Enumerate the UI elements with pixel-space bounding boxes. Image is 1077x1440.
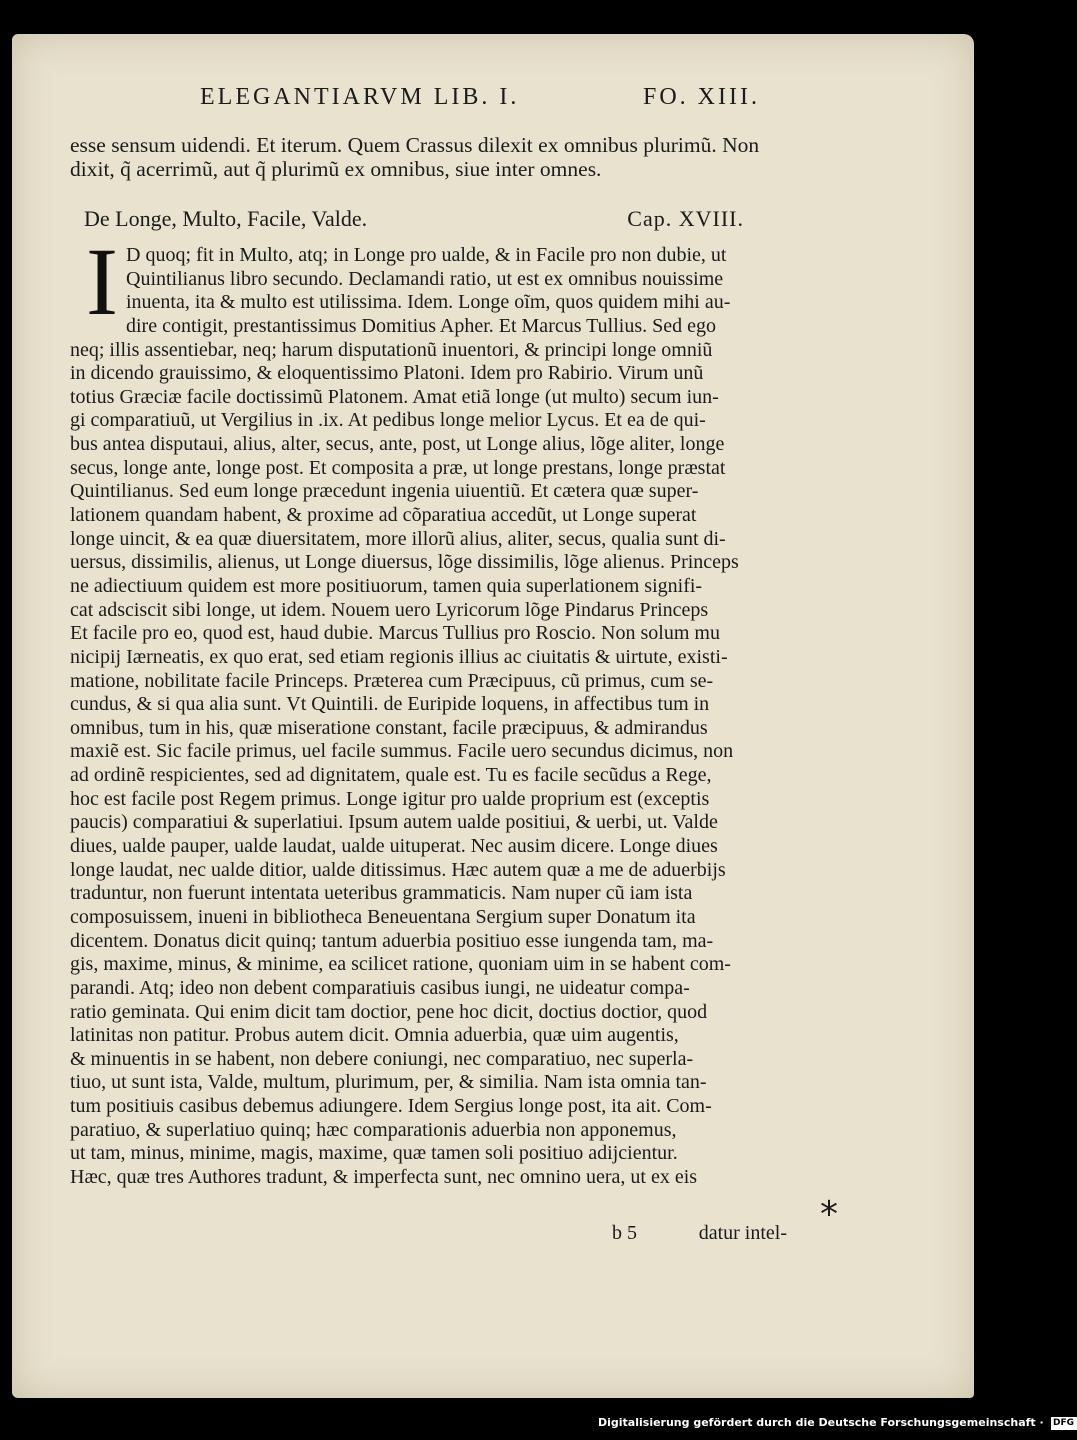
text-line: secus, longe ante, longe post. Et composita a præ, ut longe prestans, longe præstat bbox=[70, 456, 726, 479]
text-line: omnibus, tum in his, quæ miseratione constant, facile præcipuus, & admirandus bbox=[70, 716, 708, 739]
margin-asterisk: * bbox=[820, 1194, 838, 1235]
text-line: Hæc, quæ tres Authores tradunt, & imperfecta sunt, nec omnino uera, ut ex eis bbox=[70, 1165, 698, 1188]
text-line: Quintilianus libro secundo. Declamandi ratio, ut est ex omnibus nouissime bbox=[126, 267, 724, 290]
text-line: parandi. Atq; ideo non debent comparatiuis casibus iungi, ne uideatur compa- bbox=[70, 976, 690, 999]
text-line: longe uincit, & ea quæ diuersitatem, more illorũ alius, aliter, secus, qualia sunt di- bbox=[70, 527, 726, 550]
text-line: totius Græciæ facile doctissimũ Platonem. Amat etiã longe (ut multo) secum iun- bbox=[70, 385, 719, 408]
folio-number: FO. XIII. bbox=[643, 84, 760, 110]
chapter-title: De Longe, Multo, Facile, Valde. bbox=[84, 206, 368, 231]
text-line: D quoq; fit in Multo, atq; in Longe pro ualde, & in Facile pro non dubie, ut bbox=[126, 244, 727, 266]
text-line: latinitas non patitur. Probus autem dicit. Omnia aduerbia, quæ uim augentis, bbox=[70, 1024, 679, 1047]
text-line: & minuentis in se habent, non debere coniungi, nec comparatiuo, nec superla- bbox=[70, 1047, 694, 1070]
credit-text: Digitalisierung gefördert durch die Deutsche Forschungsgemeinschaft · bbox=[598, 1416, 1044, 1429]
text-line: dixit, q̃ acerrimũ, aut q̃ plurimũ ex omnibus, siue inter omnes. bbox=[70, 156, 602, 181]
digitization-credit bbox=[598, 1416, 1075, 1434]
text-line: dicentem. Donatus dicit quinq; tantum aduerbia positiuo esse iungenda tam, ma- bbox=[70, 929, 714, 952]
dfg-logo-icon: DFG bbox=[1051, 1417, 1077, 1430]
text-line: bus antea disputaui, alius, alter, secus, ante, post, ut Longe alius, lõge aliter, longe bbox=[70, 433, 725, 456]
intro-text bbox=[70, 134, 795, 181]
text-line: ratio geminata. Qui enim dicit tam doctior, pene hoc dicit, doctius doctior, quod bbox=[70, 1000, 708, 1023]
text-line: Quintilianus. Sed eum longe præcedunt ingenia uiuentiũ. Et cætera quæ super- bbox=[70, 480, 699, 503]
text-line: lationem quandam habent, & proxime ad cõparatiua accedũt, ut Longe superat bbox=[70, 504, 697, 527]
text-line: cat adsciscit sibi longe, ut idem. Nouem uero Lyricorum lõge Pindarus Princeps bbox=[70, 598, 709, 621]
text-line: paratiuo, & superlatiuo quinq; hæc comparationis aduerbia non apponemus, bbox=[70, 1118, 677, 1141]
text-line: hoc est facile post Regem primus. Longe igitur pro ualde proprium est (exceptis bbox=[70, 787, 710, 810]
page-footer bbox=[612, 1222, 787, 1250]
text-line: dire contigit, prestantissimus Domitius Apher. Et Marcus Tullius. Sed ego bbox=[126, 314, 716, 337]
text-line: diues, ualde pauper, ualde laudat, ualde uituperat. Nec ausim dicere. Longe diues bbox=[70, 835, 718, 858]
text-line: cundus, & si qua alia sunt. Vt Quintili. de Euripide loquens, in affectibus tum in bbox=[70, 693, 710, 716]
catchword: datur intel- bbox=[698, 1222, 787, 1244]
text-line: longe laudat, nec ualde ditior, ualde ditissimus. Hæc autem quæ a me de aduerbijs bbox=[70, 858, 726, 881]
chapter-heading bbox=[84, 198, 744, 234]
text-line: ut tam, minus, minime, magis, maxime, quæ tamen soli positiuo adijcientur. bbox=[70, 1142, 678, 1165]
text-line: nicipij Iærneatis, ex quo erat, sed etiam regionis illius ac ciuitatis & uirtute, existi- bbox=[70, 645, 728, 668]
text-line: maxiẽ est. Sic facile primus, uel facile summus. Facile uero secundus dicimus, non bbox=[70, 740, 734, 763]
running-header bbox=[200, 78, 760, 118]
text-line: composuissem, inueni in bibliotheca Beneuentana Sergium super Donatum ita bbox=[70, 905, 696, 928]
text-line: traduntur, non fuerunt intentata ueteribus grammaticis. Nam nuper cũ iam ista bbox=[70, 882, 693, 905]
text-line: esse sensum uidendi. Et iterum. Quem Crassus dilexit ex omnibus plurimũ. Non bbox=[70, 133, 760, 157]
text-line: ad ordinẽ respicientes, sed ad dignitatem, quale est. Tu es facile secũdus a Rege, bbox=[70, 764, 712, 787]
running-title: ELEGANTIARVM LIB. I. bbox=[200, 84, 520, 110]
text-line: ne adiectiuum quidem est more positiuorum, tamen quia superlationem signifi- bbox=[70, 574, 703, 597]
text-line: in dicendo grauissimo, & eloquentissimo Platoni. Idem pro Rabirio. Virum unũ bbox=[70, 362, 704, 385]
drop-capital: I bbox=[86, 228, 118, 335]
text-line: gi comparatiuũ, ut Vergilius in .ix. At pedibus longe melior Lycus. Et ea de qui- bbox=[70, 409, 706, 432]
text-line: matione, nobilitate facile Princeps. Præterea cum Præcipuus, cũ primus, cum se- bbox=[70, 669, 714, 692]
text-line: gis, maxime, minus, & minime, ea scilicet ratione, quoniam uim in se habent com- bbox=[70, 953, 731, 976]
text-line: neq; illis assentiebar, neq; harum disputationũ inuentori, & principi longe omniũ bbox=[70, 338, 713, 361]
chapter-body bbox=[70, 244, 790, 1190]
text-line: uersus, dissimilis, alienus, ut Longe diuersus, lõge dissimilis, lõge alienus. Princeps bbox=[70, 551, 739, 574]
text-line: tiuo, ut sunt ista, Valde, multum, plurimum, per, & similia. Nam ista omnia tan- bbox=[70, 1071, 707, 1094]
text-line: inuenta, ita & multo est utilissima. Idem. Longe oĩm, quos quidem mihi au- bbox=[126, 291, 731, 314]
text-line: tum positiuis casibus debemus adiungere. Idem Sergius longe post, ita ait. Com- bbox=[70, 1095, 712, 1118]
chapter-number: Cap. XVIII. bbox=[627, 206, 744, 231]
signature-mark: b 5 bbox=[612, 1222, 637, 1244]
text-line: Et facile pro eo, quod est, haud dubie. Marcus Tullius pro Roscio. Non solum mu bbox=[70, 622, 720, 645]
text-line: paucis) comparatiui & superlatiui. Ipsum autem ualde positiui, & uerbi, ut. Valde bbox=[70, 811, 718, 834]
